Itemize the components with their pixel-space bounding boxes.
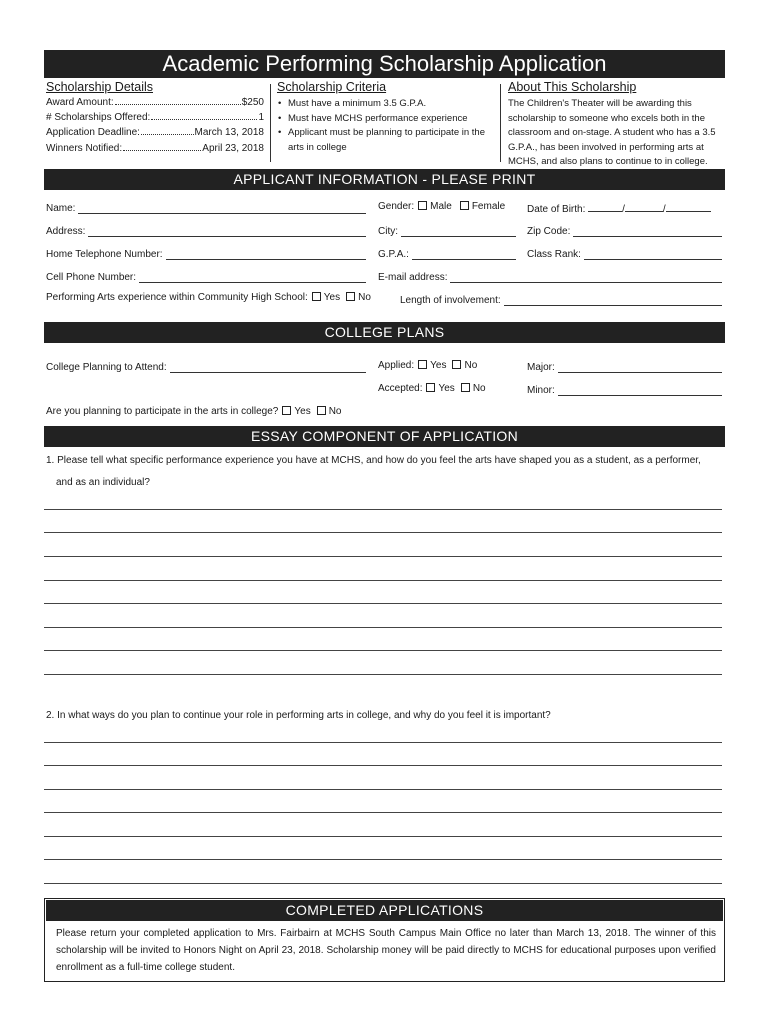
arts-yes-checkbox[interactable] xyxy=(282,406,291,415)
essay-answer-line[interactable] xyxy=(44,883,722,884)
essay-answer-line[interactable] xyxy=(44,742,722,743)
completed-section-heading: COMPLETED APPLICATIONS xyxy=(46,900,723,921)
detail-value: $250 xyxy=(241,97,264,108)
detail-row-deadline xyxy=(46,127,264,138)
city-field[interactable]: City: xyxy=(378,223,516,237)
accepted-no-checkbox[interactable] xyxy=(461,383,470,392)
home-phone-field[interactable]: Home Telephone Number: xyxy=(46,246,366,260)
arts-no-checkbox[interactable] xyxy=(317,406,326,415)
essay-answer-line[interactable] xyxy=(44,765,722,766)
female-checkbox[interactable] xyxy=(460,201,469,210)
applied-question: Applied: Yes No xyxy=(378,360,478,371)
essay-answer-line[interactable] xyxy=(44,812,722,813)
experience-question: Performing Arts experience within Community High School: Yes No xyxy=(46,292,371,303)
college-section-heading: COLLEGE PLANS xyxy=(44,322,725,343)
detail-label: Award Amount: xyxy=(46,97,114,108)
essay-question-1-cont: and as an individual? xyxy=(56,477,150,488)
address-field[interactable]: Address: xyxy=(46,223,366,237)
page-title: Academic Performing Scholarship Application xyxy=(44,50,725,78)
applied-no-checkbox[interactable] xyxy=(452,360,461,369)
accepted-question: Accepted: Yes No xyxy=(378,383,486,394)
detail-row-notified xyxy=(46,143,264,154)
major-field[interactable]: Major: xyxy=(527,359,722,373)
male-checkbox[interactable] xyxy=(418,201,427,210)
detail-label: Application Deadline: xyxy=(46,127,140,138)
detail-value: March 13, 2018 xyxy=(194,127,264,138)
details-heading: Scholarship Details xyxy=(46,80,153,94)
essay-answer-line[interactable] xyxy=(44,859,722,860)
column-divider xyxy=(500,84,501,162)
applicant-section-heading: APPLICANT INFORMATION - PLEASE PRINT xyxy=(44,169,725,190)
applied-yes-checkbox[interactable] xyxy=(418,360,427,369)
essay-answer-line[interactable] xyxy=(44,650,722,651)
about-heading: About This Scholarship xyxy=(508,80,637,94)
essay-answer-line[interactable] xyxy=(44,532,722,533)
criteria-item: • Must have MCHS performance experience xyxy=(278,112,488,127)
essay-question-1: 1. Please tell what specific performance experience you have at MCHS, and how do you feel the arts have shaped you as a student, as a performer, xyxy=(46,455,701,466)
dob-field[interactable]: Date of Birth: / / xyxy=(527,201,711,215)
completed-text: Please return your completed application to Mrs. Fairbairn at MCHS South Campus Main Office no later than March 13, 2018. The winner of this scholarship will be invited to Honors Night on April 23, 2018. Scholarship money will be paid directly to MCHS for educational purposes upon verified enrollment as a full-time college student. xyxy=(56,928,716,973)
experience-yes-checkbox[interactable] xyxy=(312,292,321,301)
minor-field[interactable]: Minor: xyxy=(527,382,722,396)
detail-value: 1 xyxy=(258,112,264,123)
arts-question: Are you planning to participate in the arts in college? Yes No xyxy=(46,406,342,417)
experience-no-checkbox[interactable] xyxy=(346,292,355,301)
email-field[interactable]: E-mail address: xyxy=(378,269,722,283)
accepted-yes-checkbox[interactable] xyxy=(426,383,435,392)
about-text: The Children's Theater will be awarding this scholarship to someone who excels both in the classroom and on-stage. A student who has a 3.5 G.P.A., has been involved in performing arts at MCHS, and also plans to continue to in college. xyxy=(508,98,716,167)
college-planning-field[interactable]: College Planning to Attend: xyxy=(46,359,366,373)
gender-field: Gender: Male Female xyxy=(378,201,506,212)
detail-label: # Scholarships Offered: xyxy=(46,112,151,123)
class-rank-field[interactable]: Class Rank: xyxy=(527,246,722,260)
detail-row-award xyxy=(46,97,264,108)
essay-answer-line[interactable] xyxy=(44,509,722,510)
essay-answer-line[interactable] xyxy=(44,789,722,790)
criteria-heading: Scholarship Criteria xyxy=(277,80,387,94)
length-field[interactable]: Length of involvement: xyxy=(400,292,722,306)
essay-answer-line[interactable] xyxy=(44,836,722,837)
essay-section-heading: ESSAY COMPONENT OF APPLICATION xyxy=(44,426,725,447)
column-divider xyxy=(270,84,271,162)
zip-field[interactable]: Zip Code: xyxy=(527,223,722,237)
name-field[interactable]: Name: xyxy=(46,200,366,214)
essay-answer-line[interactable] xyxy=(44,627,722,628)
essay-answer-line[interactable] xyxy=(44,556,722,557)
criteria-item: • Applicant must be planning to participate in the arts in college xyxy=(278,126,488,155)
essay-question-2: 2. In what ways do you plan to continue your role in performing arts in college, and why do you feel it is important? xyxy=(46,710,551,721)
criteria-list xyxy=(278,97,488,155)
criteria-item: • Must have a minimum 3.5 G.P.A. xyxy=(278,97,488,112)
gpa-field[interactable]: G.P.A.: xyxy=(378,246,516,260)
detail-row-count xyxy=(46,112,264,123)
essay-answer-line[interactable] xyxy=(44,580,722,581)
essay-answer-line[interactable] xyxy=(44,674,722,675)
essay-answer-line[interactable] xyxy=(44,603,722,604)
detail-label: Winners Notified: xyxy=(46,143,123,154)
cell-phone-field[interactable]: Cell Phone Number: xyxy=(46,269,366,283)
detail-value: April 23, 2018 xyxy=(202,143,264,154)
